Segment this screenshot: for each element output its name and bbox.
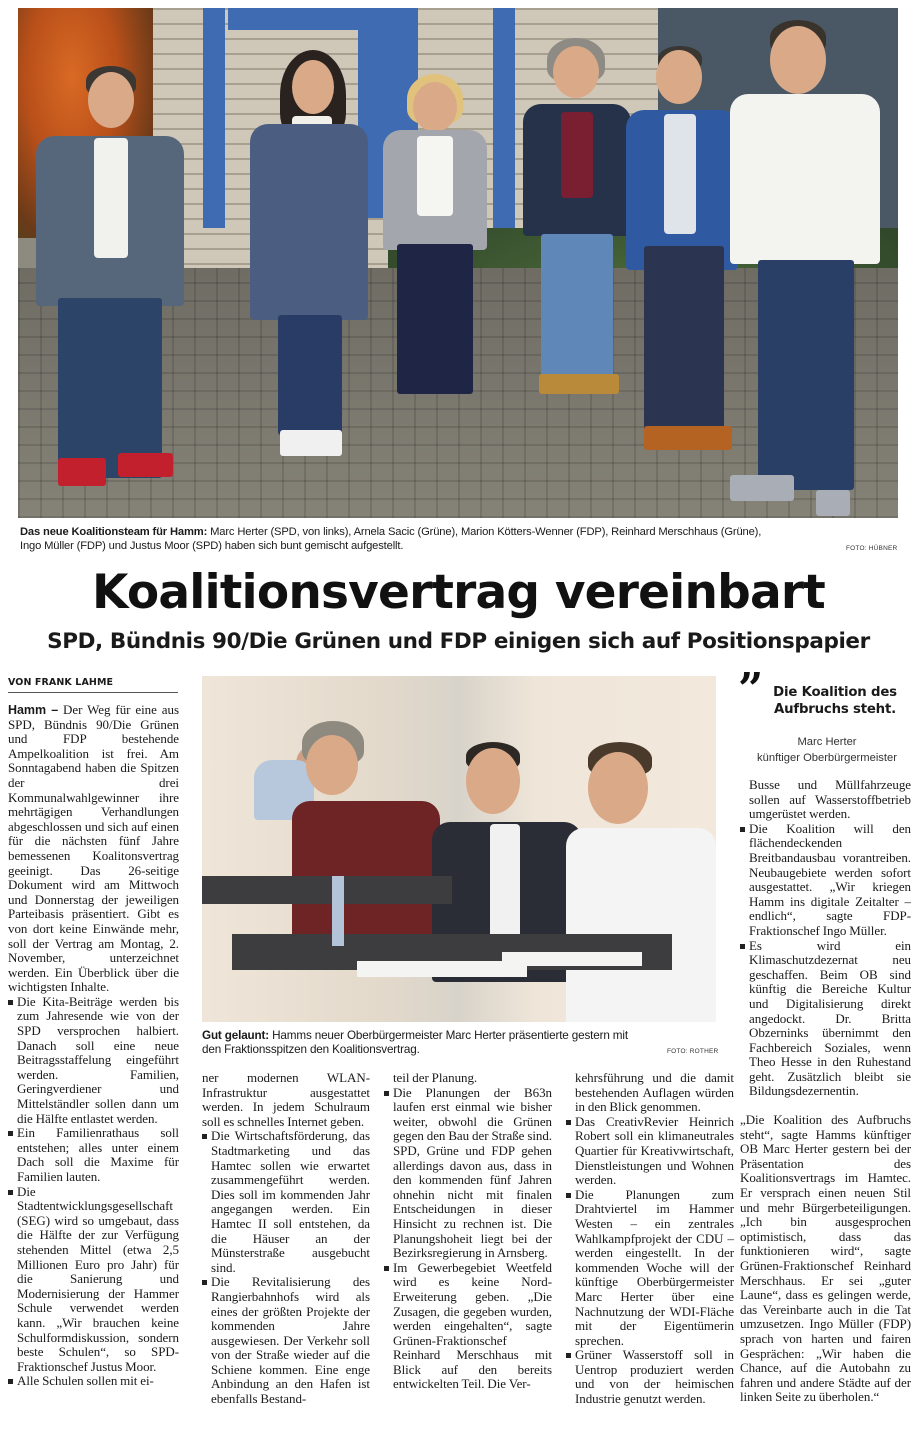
photo-papers	[502, 952, 642, 966]
caption-text: Hamms neuer Oberbürgermeister Marc Herter präsentierte gestern mit	[269, 1029, 628, 1042]
coalition-team-photo	[18, 8, 898, 518]
continuation-paragraph: teil der Planung.	[393, 1070, 478, 1085]
headline: Koalitionsvertrag vereinbart	[92, 565, 825, 620]
pull-quote-text: Die Koalition des Aufbruchs steht.	[773, 685, 897, 717]
caption-lead: Gut gelaunt:	[202, 1029, 270, 1042]
top-photo-caption	[20, 525, 900, 553]
list-item: Ein Familienrathaus soll entstehen; alles unter einem Dach soll die Maxime für Familien lauten.	[8, 1126, 179, 1184]
photo-table	[202, 876, 452, 904]
list-item: Die Wirtschaftsförderung, das Stadtmarketing und das Hamtec sollen wie erwartet zusammengeführt werden. Dies soll im kommenden Jahr angegangen werden. Ein Hamtec II soll entstehen, da die Häuser an der Münsterstraße ausgebucht sind.	[202, 1129, 370, 1275]
list-item: Die Stadtentwicklungsgesellschaft (SEG) wird so umgebaut, dass die Hälfte der zur Verfügung stehenden Mittel (etwa 2,5 Millionen Euro pro Jahr) für die Sanierung und Modernisierung der Hammer Schule verwendet werden kann. „Wir brauchen keine Schulformdiskussion, sondern beste Schulen“, so SPD-Fraktionschef Justus Moor.	[8, 1185, 179, 1375]
photo-credit: FOTO: ROTHER	[667, 1048, 719, 1055]
list-item: Die Koalition will den flächendeckenden Breitbandausbau vorantreiben. Neubaugebiete werden sofort ausgestattet. „Wir kriegen Hamm ins digitale Zeitalter – endlich“, sagte FDP-Fraktionschef Ingo Müller.	[740, 822, 911, 939]
closing-paragraph: „Die Koalition des Aufbruchs steht“, sagte Hamms künftiger OB Marc Herter gestern bei der Präsentation des Koalitionsvertrags im Hamtec. Er versprach einen neuen Stil und mehr Bürgerbeteiligungen. „Ich bin ausgesprochen optimistisch, dass das funktionieren wird“, sagte Grünen-Fraktionschef Reinhard Merschhaus. Er sei „guter Laune“, dass es gelingen werde, das Vereinbarte auch in die Tat umzusetzen. Ingo Müller (FDP) sprach von harten und fairen Gesprächen: „Wir haben die Chance, auf die Autobahn zu fahren und andere Städte auf der linken Seite zu überholen.“	[740, 1112, 911, 1405]
subheadline: SPD, Bündnis 90/Die Grünen und FDP einigen sich auf Positionspapier	[47, 629, 870, 654]
list-item: Grüner Wasserstoff soll in Uentrop produziert werden und von der heimischen Industrie genutzt werden.	[566, 1348, 734, 1406]
press-conference-photo	[202, 676, 716, 1022]
intro-paragraph: Hamm – Der Weg für eine aus SPD, Bündnis 90/Die Grünen und FDP bestehende Ampelkoalition ist frei. Am Sonntagabend haben die Spitzen der drei Kommunalwahlgewinner ihre mehrtägigen Verhandlungen abgeschlossen und sich auf einen für die nächsten fünf Jahre bemessenen Koalitonsvertrag geeinigt. Das 26-seitige Dokument wird am Mittwoch und Donnerstag der jeweiligen Parteibasis präsentiert. Gibt es von dort keine Einwände mehr, soll der Vertrag am Montag, 2. November, unterzeichnet werden. Ein Überblick über die wichtigsten Inhalte.	[8, 702, 179, 995]
continuation-paragraph: ner modernen WLAN-Infrastruktur ausgestattet werden. In jedem Schulraum soll es schnelles Internet geben.	[202, 1070, 370, 1129]
pull-quote-author: Marc Herter	[797, 736, 857, 748]
quote-mark-icon: ”	[738, 664, 764, 715]
caption-text: Marc Herter (SPD, von links), Arnela Sacic (Grüne), Marion Kötters-Wenner (FDP), Reinhard Merschhaus (Grüne),	[207, 526, 762, 538]
article-column-3	[384, 1071, 552, 1392]
continuation-paragraph: Busse und Müllfahrzeuge sollen auf Wasserstoffbetrieb umgerüstet werden.	[749, 777, 911, 822]
list-item: Die Planungen zum Drahtviertel im Hammer Westen – ein zentrales Wahlkampfprojekt der CDU – werden eingestellt. In der kommenden Woche will der künftige Oberbürgermeister Marc Herter über eine Nachnutzung der WDI-Fläche mit der Eigentümerin sprechen.	[566, 1188, 734, 1349]
list-item: Die Planungen der B63n laufen erst einmal wie bisher weiter, obwohl die Grünen gegen den Bau der Straße sind. SPD, Grüne und FDP gehen allerdings davon aus, dass in den kommenden fünf Jahren ohnehin nicht mit finalen Entscheidungen in dieser Hinsicht zu rechnen ist. Die Planungshoheit liegt bei der Bezirksregierung in Arnsberg.	[384, 1086, 552, 1261]
middle-photo-caption	[202, 1029, 722, 1057]
photo-blue-pillar	[493, 8, 515, 248]
paragraph-gap	[740, 1099, 911, 1113]
list-item: Im Gewerbegebiet Weetfeld wird es keine Nord-Erweiterung geben. „Die Zusagen, die gegeben wurden, werden eingehalten“, sagte Grünen-Fraktionschef Reinhard Merschhaus mit Blick auf den bereits entwickelten Teil. Die Ver-	[384, 1261, 552, 1392]
dateline: Hamm –	[8, 703, 59, 717]
list-item: Das CreativRevier Heinrich Robert soll ein klimaneutrales Quartier für Kreativwirtschaft, Dienstleistungen und Wohnen werden.	[566, 1115, 734, 1188]
article-column-5	[740, 778, 911, 1405]
caption-lead: Das neue Koalitionsteam für Hamm:	[20, 526, 208, 538]
list-item: Es wird ein Klimaschutzdezernat neu geschaffen. Beim OB sind künftig die Bereiche Kultur und Digitalisierung direkt angedockt. Dr. Britta Obzerninks übernimmt den Fachbereich Soziales, wenn Theo Hesse in den Ruhestand geht. Zusätzlich bleibt sie Bildungsdezernentin.	[740, 939, 911, 1100]
article-column-2	[202, 1071, 370, 1407]
photo-water-bottle	[332, 876, 344, 946]
article-column-4	[566, 1071, 734, 1407]
caption-text: den Fraktionsspitzen den Koalitionsvertrag.	[202, 1043, 420, 1056]
caption-text: Ingo Müller (FDP) und Justus Moor (SPD) haben sich bunt gemischt aufgestellt.	[20, 540, 404, 552]
photo-blue-pillar	[203, 8, 225, 228]
list-item: Die Revitalisierung des Rangierbahnhofs wird als eines der größten Projekte der kommenden Jahre ausgewiesen. Der Verkehr soll von der Straße wieder auf die Schiene kommen. Eine enge Anbindung an den Hafen ist ebenfalls Bestand-	[202, 1275, 370, 1406]
list-item: Alle Schulen sollen mit ei-	[8, 1374, 179, 1389]
continuation-paragraph: kehrsführung und die damit bestehenden Auflagen würden in den Blick genommen.	[575, 1070, 734, 1115]
pull-quote-role: künftiger Oberbürgermeister	[757, 752, 897, 764]
byline: VON FRANK LAHME	[8, 677, 178, 693]
photo-credit: FOTO: HÜBNER	[846, 545, 898, 552]
list-item: Die Kita-Beiträge werden bis zum Jahresende wie von der SPD versprochen halbiert. Danach soll eine neue Beitragsstaffelung eingeführt werden. Familien, Geringverdiener und Mittelständler sollen dann um die Hälfte entlastet werden.	[8, 995, 179, 1126]
article-column-1	[8, 703, 179, 1389]
